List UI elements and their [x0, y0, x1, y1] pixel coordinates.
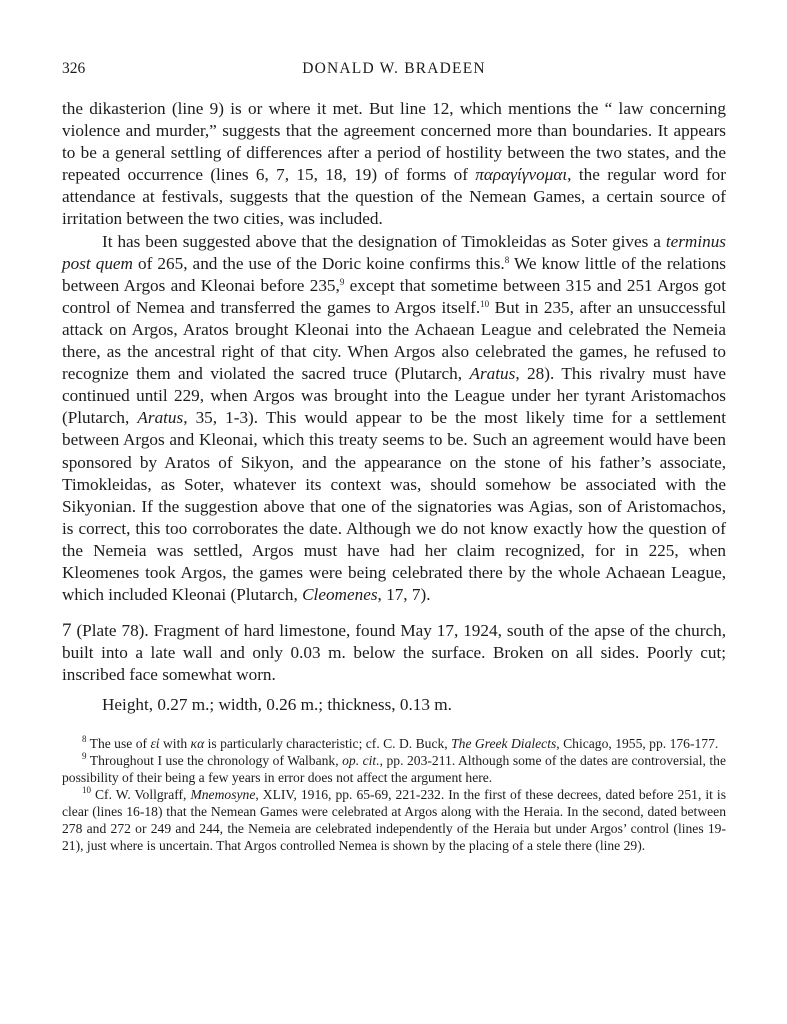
italic-title: Aratus: [469, 364, 516, 384]
text-run: the dikasterion (line 9) is or where it met. But line 12, which mentions the “ law concerning violence and murder,” suggests that the agreement concerned more than boundaries. It appears to be a general settling of differences after a period of hostility between the two states, and the repeated occurrence (lines 6, 7, 15, 18, 19) of forms of: [62, 99, 726, 185]
text-run: is particularly characteristic; cf. C. D. Buck,: [204, 736, 452, 752]
text-run: The use of: [86, 736, 151, 752]
footnote-number: 10: [82, 785, 91, 796]
footnote-number: 8: [82, 734, 87, 745]
text-run: , pp. 203-211. Although some of the dates are controversial, the possibility of their being a few years in error does not affect the argument here.: [62, 753, 726, 786]
text-run: We know little of the relations between Argos and Kleonai before 235,: [62, 253, 726, 295]
text-run: , 17, 7).: [377, 585, 431, 605]
text-run: Throughout I use the chronology of Walbank,: [86, 753, 343, 769]
text-run: , Chicago, 1955, pp. 176-177.: [556, 736, 719, 752]
paragraph-dikasterion: [62, 98, 726, 231]
footnote-ref-10[interactable]: 10: [480, 298, 490, 309]
text-run: with: [159, 736, 191, 752]
footnote-number: 9: [82, 751, 87, 762]
paragraph-dating: [62, 231, 726, 607]
footnote-8: [62, 736, 726, 753]
italic-title: The Greek Dialects: [451, 736, 557, 752]
text-run: , the regular word for attendance at festivals, suggests that the question of the Nemean Games, a certain source of irritation between the two cities, was included.: [62, 165, 727, 229]
page-header: [62, 60, 726, 84]
greek-word: κα: [190, 736, 205, 752]
text-run: , 35, 1-3). This would appear to be the most likely time for a settlement between Argos and Kleonai, which this treaty seems to be. Such an agreement would have been sponsored by Aratos of Sikyon, and the appearance on the stone of his father’s associate, Timokleidas, as Soter, whatever its context was, should somehow be associated with the Sikyonian. If the suggestion above that one of the signatories was Agias, son of Aristomachos, is correct, this too corroborates the date. Although we do not know exactly how the question of the Nemeia was settled, Argos must have had her claim recognized, for in 225, when Kleomenes took Argos, the games were being celebrated there by the whole Achaean League, which included Kleonai (Plutarch,: [62, 408, 726, 605]
text-run: It has been suggested above that the designation of Timokleidas as Soter gives a: [102, 231, 666, 251]
text-run: , XLIV, 1916, pp. 65-69, 221-232. In the first of these decrees, dated before 251, it is clear (lines 16-18) that the Nemean Games were celebrated at Argos along with the Heraia. In the second, dated between 278 and 272 or 249 and 244, the Nemeia are celebrated independently of the Heraia but under Argos’ control (lines 19-21), just where is uncertain. That Argos controlled Nemea is shown by the placing of a stele there (line 29).: [62, 787, 726, 853]
italic-title: Aratus: [137, 408, 184, 428]
entry-number: 7: [62, 620, 72, 642]
italic-title: Mnemosyne: [190, 787, 256, 803]
text-run: Cf. W. Vollgraff,: [91, 787, 191, 803]
footnote-ref-9[interactable]: 9: [339, 276, 345, 287]
footnotes: [62, 736, 726, 854]
text-run: But in 235, after an unsuccessful attack on Argos, Aratos brought Kleonai into the Achaean League and celebrated the Nemeia there, as the ancestral right of that city. When Argos also celebrated the games, he refused to recognize them and violated the sacred truce (Plutarch,: [62, 297, 726, 384]
italic-title: Cleomenes: [302, 585, 378, 605]
page-number: 326: [62, 60, 86, 77]
text-run: , 28). This rivalry must have continued until 229, when Argos was brought into the League under her tyrant Aristomachos (Plutarch,: [62, 364, 726, 428]
running-head: DONALD W. BRADEEN: [302, 60, 486, 77]
greek-word: παραγίγνομαι: [475, 165, 568, 185]
text-run: except that sometime between 315 and 251 Argos got control of Nemea and transferred the games to Argos itself.: [62, 275, 726, 317]
footnote-9: [62, 753, 726, 787]
footnote-ref-8[interactable]: 8: [504, 254, 510, 265]
text-run: of 265, and the use of the Doric koine confirms this.: [132, 253, 505, 273]
italic-term: op. cit.: [342, 753, 380, 769]
italic-term: terminus post quem: [62, 231, 726, 273]
entry-7-description: [62, 620, 726, 686]
page: [62, 60, 726, 855]
text-run: (Plate 78). Fragment of hard limestone, found May 17, 1924, south of the apse of the church, built into a late wall and only 0.03 m. below the surface. Broken on all sides. Poorly cut; inscribed face somewhat worn.: [62, 621, 726, 685]
greek-word: εἰ: [150, 736, 160, 752]
entry-7-dimensions: Height, 0.27 m.; width, 0.26 m.; thickness, 0.13 m.: [102, 695, 452, 715]
footnote-10: [62, 787, 726, 855]
